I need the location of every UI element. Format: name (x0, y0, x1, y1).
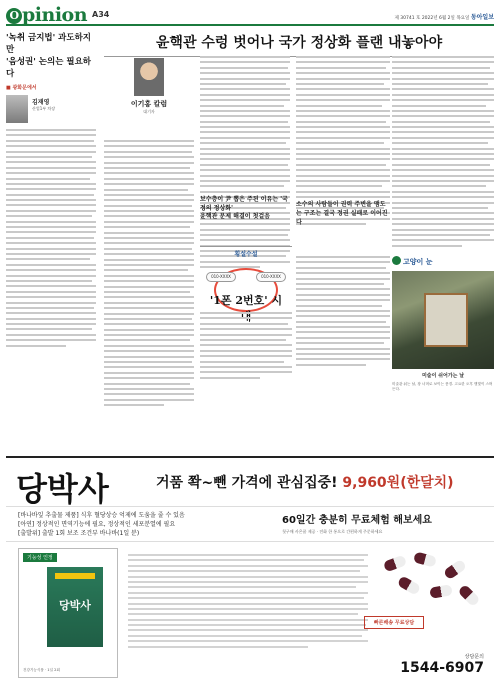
ad-phone-label: 상담문의 (464, 654, 484, 660)
pill-icon (429, 584, 453, 599)
cat-eye-icon (392, 256, 401, 265)
section-logo (6, 4, 87, 26)
ad-cta-badge[interactable]: 빠른배송 무료상담 (364, 616, 424, 629)
advertisement[interactable] (6, 456, 494, 684)
ad-phone[interactable] (400, 653, 484, 676)
left-body-lines (6, 129, 96, 347)
main-subhead-block (200, 196, 292, 222)
pull-quote (296, 200, 390, 227)
paper-name: 동아일보 (470, 14, 494, 21)
main-col1-lines (104, 140, 194, 410)
author-name: 김재영 (32, 99, 50, 106)
main-col4-lines (392, 56, 494, 250)
ad-product-box: 당박사 (47, 567, 103, 647)
ad-brand-block (16, 464, 109, 510)
number-bubble-1: 010-XXXX (206, 272, 236, 282)
ad-info-line1: [바나바잎 추출물 제품] 식후 혈당상승 억제에 도움을 줄 수 있음 (18, 512, 185, 519)
ad-price: 9,960원(한달치) (342, 475, 454, 491)
photo-box-title-text: 고양이 눈 (403, 258, 433, 266)
ad-info-right (282, 511, 432, 535)
left-title-line2: '음성권' 논의는 필요하다 (6, 57, 92, 79)
masthead (6, 4, 494, 26)
left-title-line1: '녹취 금지법' 과도하지만 (6, 33, 92, 55)
columnist-name: 이기홍 칼럼 (130, 100, 168, 108)
ad-body (128, 554, 368, 651)
number-bubble-2: 010-XXXX (256, 272, 286, 282)
left-column (6, 32, 96, 402)
main-col2-lines (200, 56, 290, 272)
main-subhead1: 보수층이 尹 뽑은 주된 이유는 '국정의 정상화' (200, 196, 288, 212)
ad-free-trial-sub: 첫구매 사은품 제공 · 전화 한 통으로 간편하게 주문하세요 (282, 529, 383, 534)
photo-caption-title: 미술이 쉬어가는 날 (421, 373, 465, 379)
main-subhead2: 윤핵관 문제 해결이 첫걸음 (200, 213, 271, 220)
ad-info-left (18, 511, 185, 538)
left-column-title (6, 32, 96, 80)
header-info (395, 12, 495, 21)
side-box-lines (200, 312, 292, 382)
author-role: 산업1부 차장 (32, 106, 56, 111)
ad-info-strip (6, 506, 494, 542)
page-number: A34 (92, 10, 110, 19)
ad-phone-number[interactable]: 1544-6907 (400, 660, 484, 676)
ad-brand: 당박사 (16, 470, 109, 508)
side-box-title: 횡설수설 (234, 251, 258, 258)
main-col3-lines-lower (296, 256, 390, 369)
pill-icon (397, 575, 422, 596)
photo-box-title (392, 256, 494, 267)
left-column-label: ■ 광화문에서 (6, 84, 96, 91)
pull-quote-text: 소수의 사람들이 권력 주변을 맴도는 구조는 결국 정권 실패로 이어진다 (296, 201, 388, 226)
pill-icon (413, 551, 437, 567)
opinion-o-icon: O (6, 8, 22, 24)
author-photo (6, 95, 28, 123)
pill-icon (443, 559, 467, 581)
columnist-photo (134, 58, 164, 96)
columnist-box (104, 58, 194, 136)
photo-image (392, 271, 494, 369)
ad-free-trial: 60일간 충분히 무료체험 해보세요 (282, 515, 432, 526)
ad-info-line2: [아연] 정상적인 면역기능에 필요, 정상적인 세포분열에 필요 (18, 521, 176, 528)
issue-number: 제 30741 호 (394, 16, 421, 21)
side-box-quote: '1폰 2번호' 시 (209, 294, 283, 307)
issue-date: 2022년 6월 2일 목요일 (421, 16, 470, 21)
section-name: pinion (22, 4, 88, 26)
pill-icon (457, 584, 480, 607)
ad-tagline (156, 472, 454, 492)
ad-tagline-text: 거품 쫙~뺀 가격에 관심집중! (156, 475, 338, 491)
ad-product-badge: 기능성 인정 (23, 553, 57, 562)
photo-box (392, 256, 494, 392)
ad-info-line3: [출발위] 출발 1회 보조 조건부 바나바(1일 분) (18, 530, 140, 537)
ad-product-note: 건강기능식품 · 1일 2회 (23, 668, 60, 672)
photo-caption: 미술관 쉬는 날, 창 너머로 보이는 풍경. 고요한 오후 햇빛이 스며든다. (392, 382, 493, 391)
main-headline: 윤핵관 수렁 벗어나 국가 정상화 플랜 내놓아야 (104, 32, 494, 57)
ad-product (18, 548, 118, 678)
pill-icon (383, 555, 407, 573)
main-article (104, 32, 494, 114)
ad-body-lines (128, 554, 368, 648)
columnist-title: 대기자 (143, 109, 155, 114)
